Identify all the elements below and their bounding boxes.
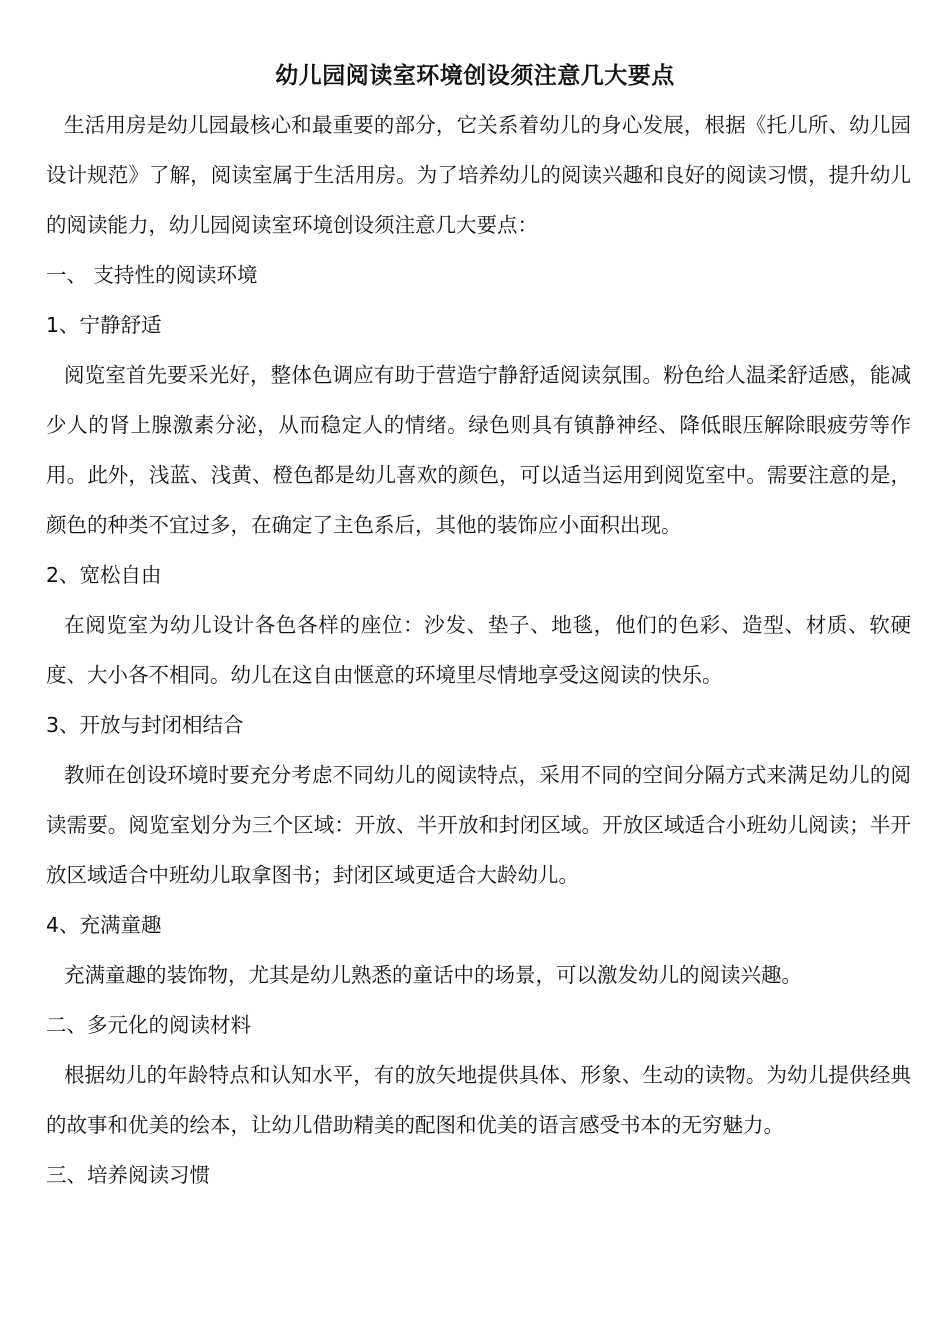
subsection-paragraph-1: 阅览室首先要采光好，整体色调应有助于营造宁静舒适阅读氛围。粉色给人温柔舒适感，能减少人的肾上腺激素分泌，从而稳定人的情绪。绿色则具有镇静神经、降低眼压解除眼疲劳等作用。此外，浅蓝、浅黄、橙色都是幼儿喜欢的颜色，可以适当运用到阅览室中。需要注意的是，颜色的种类不宜过多，在确定了主色系后，其他的装饰应小面积出现。: [46, 363, 911, 537]
section-heading-1: 一、 支持性的阅读环境: [46, 263, 258, 287]
document-body: [46, 100, 911, 1200]
subsection-paragraph-2: 在阅览室为幼儿设计各色各样的座位：沙发、垫子、地毯，他们的色彩、造型、材质、软硬度、大小各不相同。幼儿在这自由惬意的环境里尽情地享受这阅读的快乐。: [46, 613, 911, 687]
subsection-heading-2: 2、宽松自由: [46, 563, 162, 587]
subsection-heading-4: 4、充满童趣: [46, 913, 162, 937]
subsection-paragraph-3: 教师在创设环境时要充分考虑不同幼儿的阅读特点，采用不同的空间分隔方式来满足幼儿的阅读需要。阅览室划分为三个区域：开放、半开放和封闭区域。开放区域适合小班幼儿阅读；半开放区域适合中班幼儿取拿图书；封闭区域更适合大龄幼儿。: [46, 763, 911, 887]
section-heading-3: 三、培养阅读习惯: [46, 1163, 210, 1187]
document-title: 幼儿园阅读室环境创设须注意几大要点: [275, 63, 675, 89]
section-paragraph-2: 根据幼儿的年龄特点和认知水平，有的放矢地提供具体、形象、生动的读物。为幼儿提供经典的故事和优美的绘本，让幼儿借助精美的配图和优美的语言感受书本的无穷魅力。: [46, 1063, 911, 1137]
intro-paragraph: 生活用房是幼儿园最核心和最重要的部分，它关系着幼儿的身心发展，根据《托儿所、幼儿园设计规范》了解，阅读室属于生活用房。为了培养幼儿的阅读兴趣和良好的阅读习惯，提升幼儿的阅读能力，幼儿园阅读室环境创设须注意几大要点：: [46, 113, 911, 237]
subsection-heading-3: 3、开放与封闭相结合: [46, 713, 244, 737]
subsection-paragraph-4: 充满童趣的装饰物，尤其是幼儿熟悉的童话中的场景，可以激发幼儿的阅读兴趣。: [64, 963, 802, 987]
section-heading-2: 二、多元化的阅读材料: [46, 1013, 251, 1037]
subsection-heading-1: 1、宁静舒适: [46, 313, 162, 337]
